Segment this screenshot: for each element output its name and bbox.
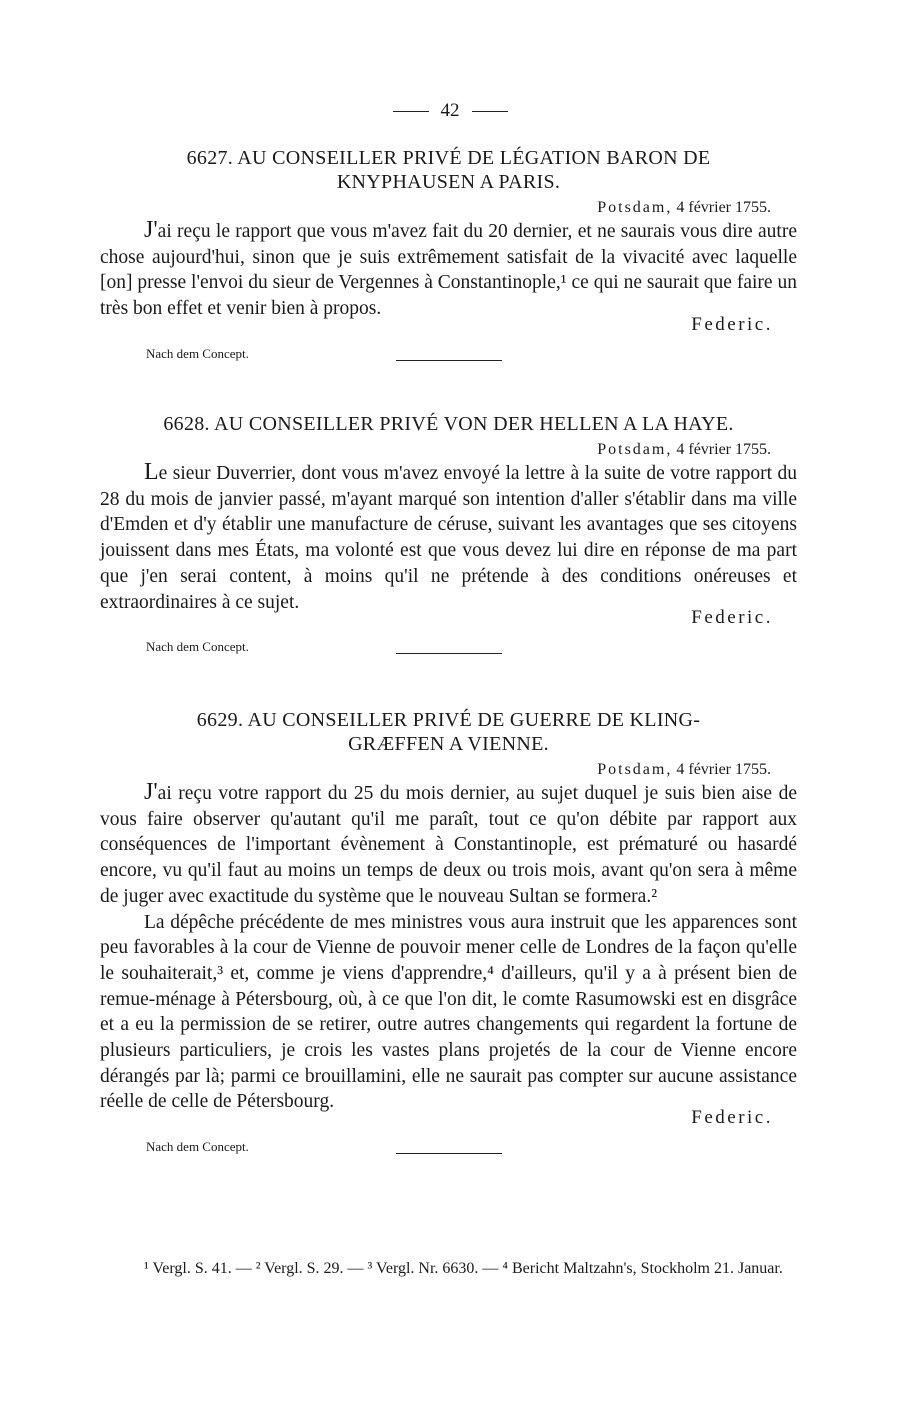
- source-note: Nach dem Concept.: [146, 639, 249, 655]
- letter-heading: [122, 146, 775, 194]
- letter-heading: [122, 708, 775, 756]
- separator-rule: [396, 653, 502, 654]
- heading-line-2: KNYPHAUSEN A PARIS.: [336, 171, 561, 193]
- source-note: Nach dem Concept.: [146, 1139, 249, 1155]
- signature: Federic.: [691, 313, 773, 335]
- footnote-text: ¹ Vergl. S. 41. — ² Vergl. S. 29. — ³ Vergl. Nr. 6630. — ⁴ Bericht Maltzahn's, Stockholm 21. Januar.: [144, 1260, 783, 1277]
- dateline: [100, 760, 797, 780]
- dateline: [100, 198, 797, 218]
- paragraph: J'ai reçu votre rapport du 25 du mois dernier, au sujet duquel je suis bien aise de vous faire observer qu'autant qu'il me paraît, tout ce qu'on débite par rapport aux conséquences de l'important évènement à Constantinople, est prématuré ou hasardé encore, vu qu'il faut au moins un temps de deux ou trois mois, avant qu'on sera à même de juger avec exactitude du système que le nouveau Sultan se formera.²: [100, 779, 797, 907]
- letter-6629: [100, 708, 797, 1154]
- signature-row: [100, 607, 797, 641]
- letter-body: [100, 780, 797, 1115]
- place: Potsdam,: [597, 441, 673, 458]
- place: Potsdam,: [597, 761, 673, 778]
- letter-heading: [122, 412, 775, 436]
- page-number-line: [0, 100, 900, 122]
- date: 4 février 1755.: [676, 761, 771, 778]
- signature-row: [100, 1107, 797, 1141]
- paragraph: Le sieur Duverrier, dont vous m'avez envoyé la lettre à la suite de votre rapport du 28 du mois de janvier passé, m'ayant marqué son intention d'aller s'établir dans ma ville d'Emden et d'y établir une manufacture de céruse, suivant les avantages que ses citoyens jouissent dans mes États, ma volonté est que vous devez lui dire en réponse de ma part que j'en serai content, à moins qu'il ne prétende à des conditions onéreuses et extraordinaires à ce sujet.: [100, 459, 797, 613]
- dateline: [100, 440, 797, 460]
- page-number: 42: [440, 100, 460, 121]
- paragraph: J'ai reçu le rapport que vous m'avez fait du 20 dernier, et ne saurais vous dire autre chose aujourd'hui, sinon que je suis extrêmement satisfait de la vivacité avec laquelle [on] presse l'envoi du sieur de Vergennes à Constantinople,¹ ce qui ne saurait que faire un très bon effet et venir bien à propos.: [100, 217, 797, 320]
- separator-rule: [396, 360, 502, 361]
- source-note: Nach dem Concept.: [146, 345, 249, 361]
- paragraph: La dépêche précédente de mes ministres vous aura instruit que les apparences sont peu favorables à la cour de Vienne de pouvoir mener celle de Londres de la façon qu'elle le souhaiterait,³ et, comme je viens d'apprendre,⁴ d'ailleurs, qu'il y a à présent bien de remue-ménage à Pétersbourg, où, à ce que l'on dit, le comte Rasumowski est en disgrâce et a eu la permission de se retirer, outre autres changements qui regardent la fortune de plusieurs particuliers, je crois les vastes plans projetés de la cour de Vienne encore dérangés par là; parmi ce brouillamini, elle ne saurait pas compter sur aucune assistance réelle de celle de Pétersbourg.: [100, 911, 797, 1113]
- letter-6627: [100, 146, 797, 361]
- dash-right: [472, 111, 508, 112]
- signature: Federic.: [691, 607, 773, 629]
- heading-line-1: 6627. AU CONSEILLER PRIVÉ DE LÉGATION BARON DE: [186, 147, 711, 169]
- separator-rule: [396, 1153, 502, 1154]
- date: 4 février 1755.: [676, 199, 771, 216]
- heading-line-1: 6628. AU CONSEILLER PRIVÉ VON DER HELLEN A LA HAYE.: [163, 413, 734, 435]
- letter-body: [100, 218, 797, 322]
- heading-line-1: 6629. AU CONSEILLER PRIVÉ DE GUERRE DE KLING-: [196, 709, 701, 731]
- signature: Federic.: [691, 1107, 773, 1129]
- place: Potsdam,: [597, 199, 673, 216]
- letter-6628: [100, 412, 797, 654]
- footnotes: [100, 1258, 797, 1279]
- dash-left: [393, 111, 429, 112]
- letter-body: [100, 460, 797, 615]
- date: 4 février 1755.: [676, 441, 771, 458]
- heading-line-2: GRÆFFEN A VIENNE.: [348, 733, 549, 755]
- signature-row: [100, 313, 797, 348]
